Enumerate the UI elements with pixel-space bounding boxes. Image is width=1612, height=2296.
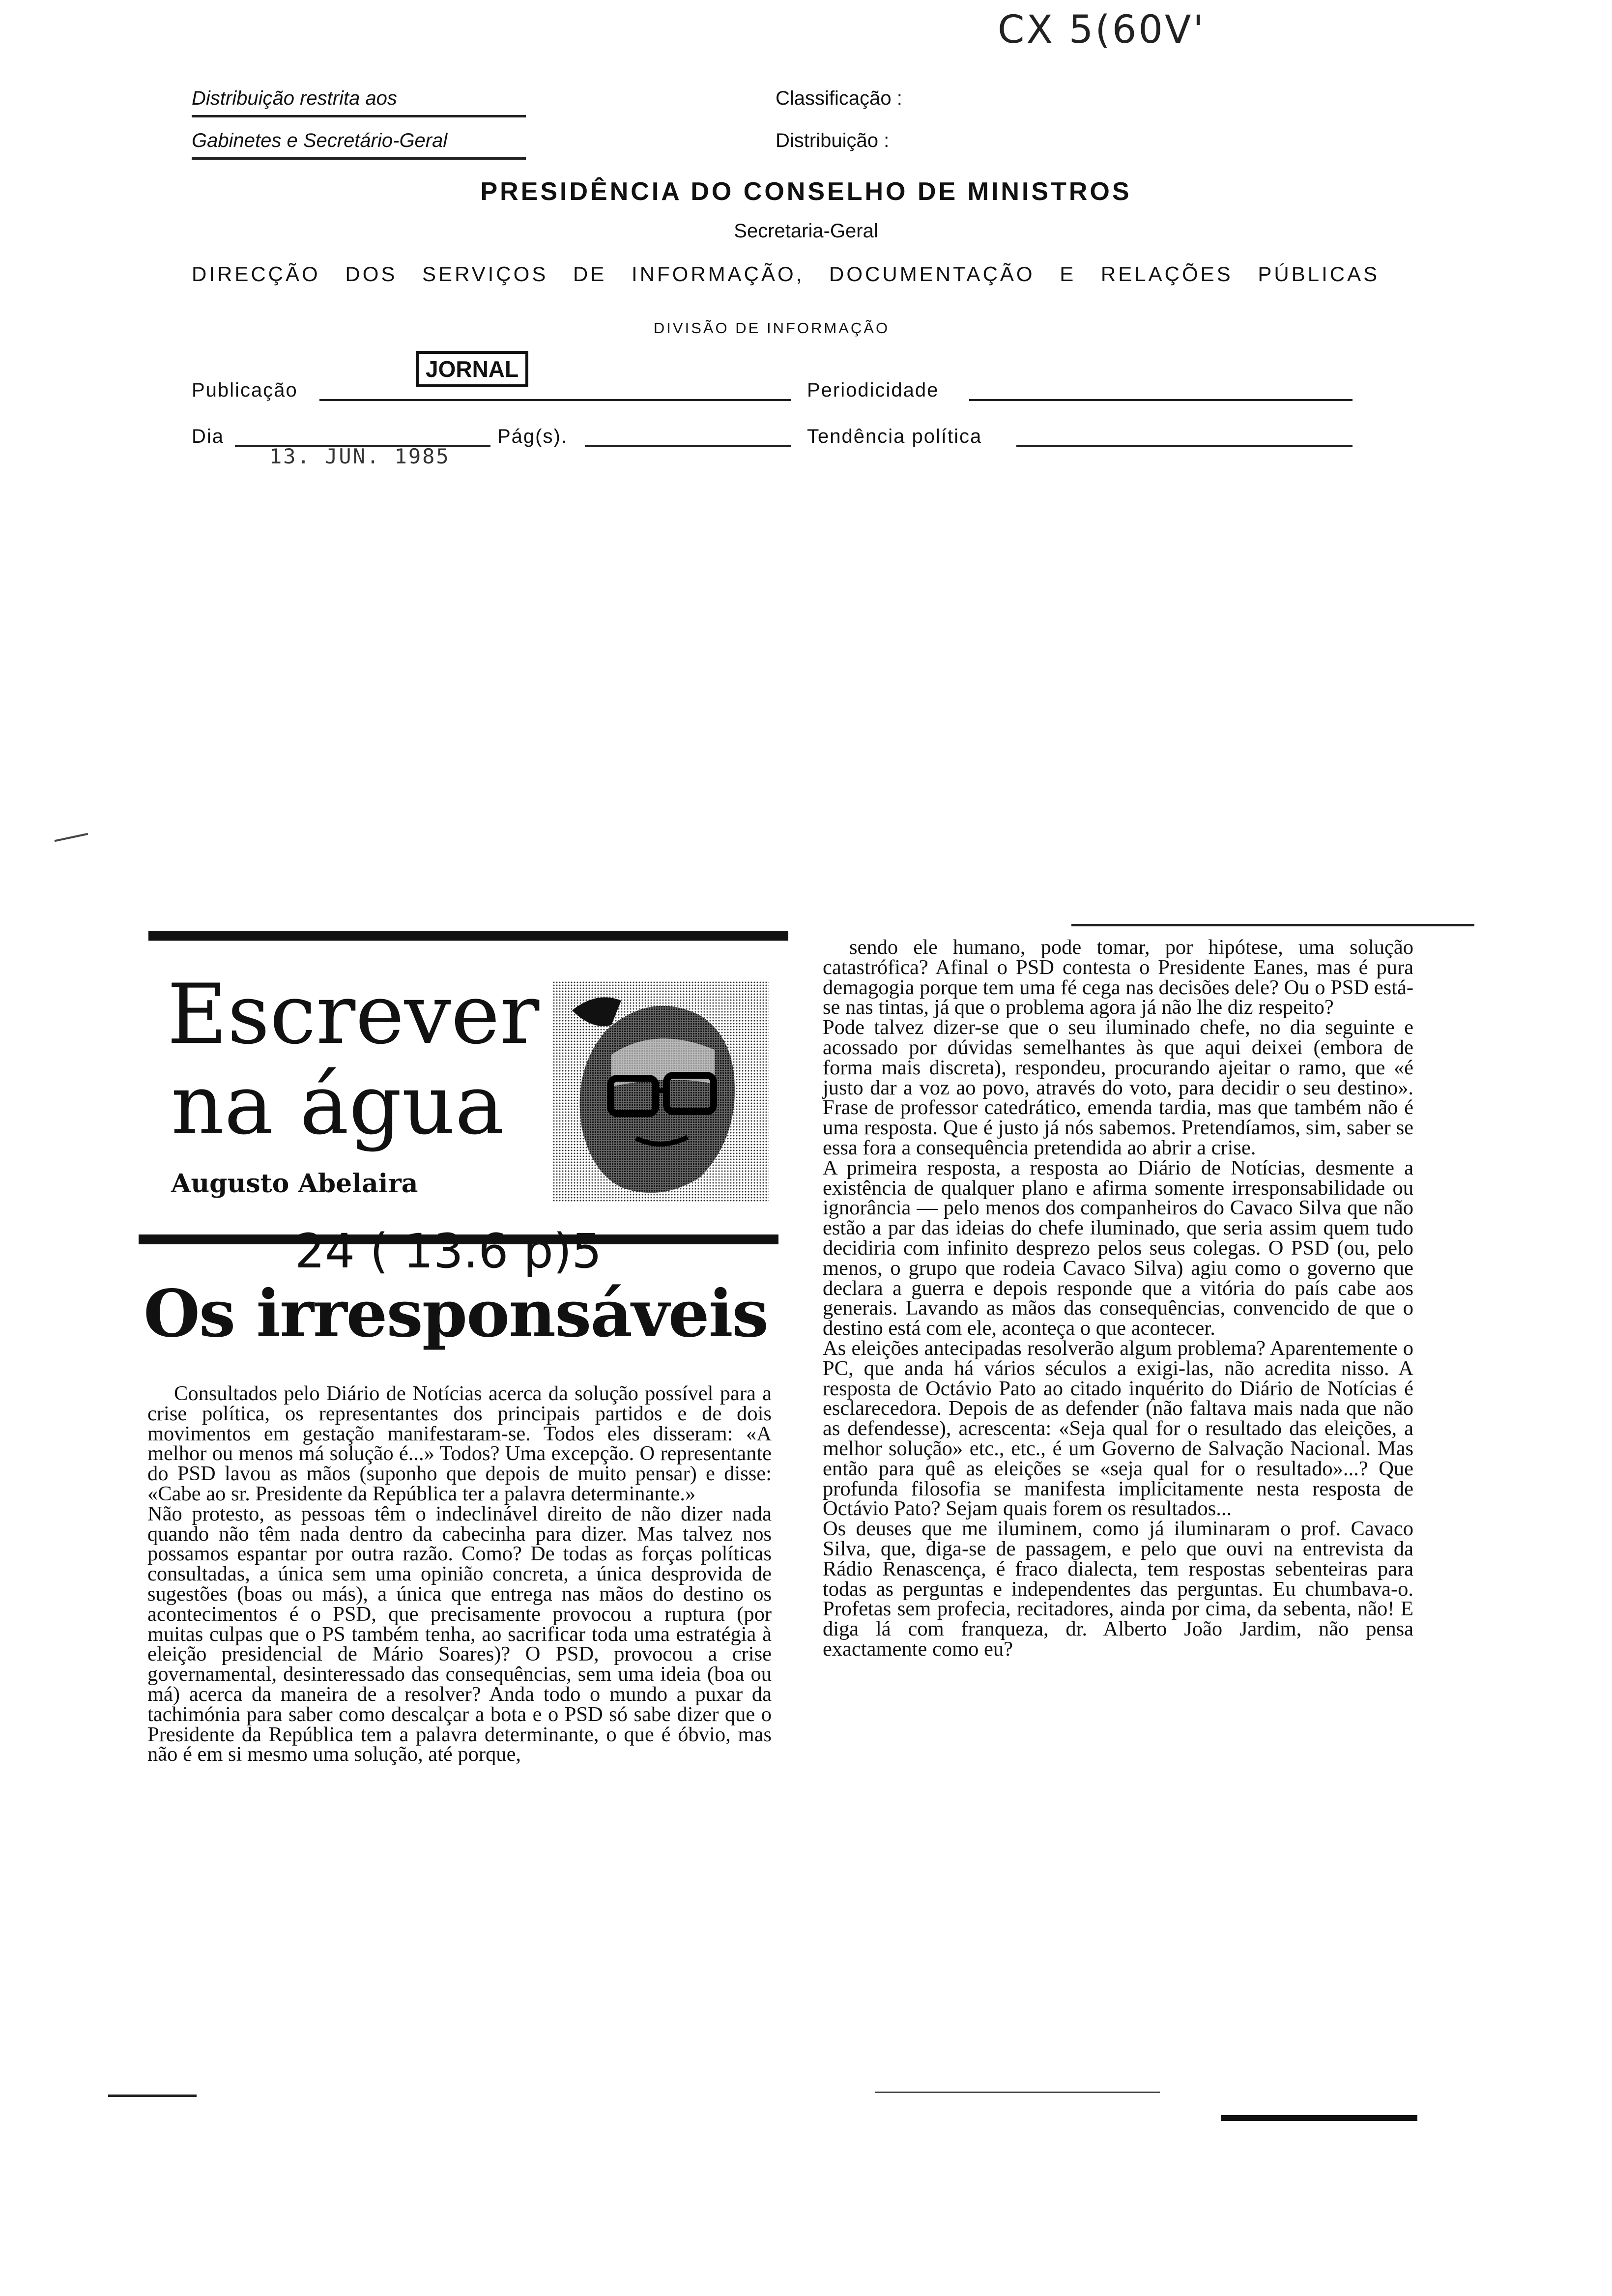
scan-mark <box>54 833 88 842</box>
header-rule <box>192 157 526 160</box>
headline: Os irresponsáveis <box>144 1276 768 1352</box>
article-left-column: Consultados pelo Diário de Notícias acerca da solução possível para a crise política, os representantes dos principais partidos e de dois movimentos em gestação manifestaram-se. Todos eles disseram: «A melhor ou menos má solução é...» Todos? Uma excepção. O representante do PSD lavou as mãos (suponho que depois de muito pensar) e disse: «Cabe ao sr. Presidente da República ter a palavra determinante.» Não protesto, as pessoas têm o indeclinável direito de não dizer nada quando não têm nada dentro da cabecinha para dizer. Mas talvez nos possamos espantar por outra razão. Como? De todas as forças políticas consultadas, a única sem uma opinião concreta, a única desprovida de sugestões (boas ou más), a única que entrega nas mãos do destino os acontecimentos é o PSD, que precisamente provocou a ruptura (por muitas culpas que o PS também tenha, ao sacrificar toda uma estratégia à eleição presidencial de Mário Soares)? O PSD, provocou a crise governamental, desinteressado das consequências, sem uma ideia (boa ou má) acerca da maneira de a resolver? Anda todo o mundo a puxar da tachimónia para saber como descalçar a bota e o PSD só sabe dizer que o Presidente da República tem a palavra determinante, o que é óbvio, mas não é em si mesmo uma solução, até porque, <box>147 1382 772 1766</box>
day-value: 13. JUN. 1985 <box>269 444 450 468</box>
tendency-label: Tendência política <box>807 426 982 447</box>
column-title-line2: na água <box>171 1057 504 1153</box>
publication-label: Publicação <box>192 379 298 401</box>
page-rule <box>875 2092 1160 2093</box>
handwritten-note: 24 ( 13.6 p)5 <box>295 1224 602 1279</box>
distribution-restriction-line1: Distribuição restrita aos <box>192 87 397 109</box>
day-label: Dia <box>192 426 225 447</box>
division-name: DIVISÃO DE INFORMAÇÃO <box>653 319 890 337</box>
header-rule <box>192 115 526 117</box>
distribution-restriction-line2: Gabinetes e Secretário-Geral <box>192 130 448 151</box>
classification-label: Classificação : <box>776 87 902 109</box>
periodicity-line <box>969 399 1353 401</box>
author-name: Augusto Abelaira <box>171 1169 418 1199</box>
author-photo <box>552 981 769 1202</box>
institution-title: PRESIDÊNCIA DO CONSELHO DE MINISTROS <box>480 177 1132 206</box>
department-name: DIRECÇÃO DOS SERVIÇOS DE INFORMAÇÃO, DOCUMENTAÇÃO E RELAÇÕES PÚBLICAS <box>192 262 1380 286</box>
publication-line <box>319 399 791 401</box>
column-header-bar <box>148 931 788 941</box>
page-rule <box>1221 2115 1417 2121</box>
pages-line <box>585 445 791 447</box>
pages-label: Pág(s). <box>497 426 568 447</box>
distribution-label: Distribuição : <box>776 130 890 151</box>
periodicity-label: Periodicidade <box>807 379 939 401</box>
column-title-line1: Escrever <box>167 966 540 1062</box>
publication-stamp: JORNAL <box>416 351 528 387</box>
article-right-column: sendo ele humano, pode tomar, por hipótese, uma solução catastrófica? Afinal o PSD contesta o Presidente Eanes, mas é pura demagogia porque tem uma fé cega nas decisões dele? Ou o PSD está-se nas tintas, já que o problema agora já não lhe diz respeito? Pode talvez dizer-se que o seu iluminado chefe, no dia seguinte e acossado por dúvidas semelhantes às que aqui deixei (embora de forma mais discreta), respondeu, procurando ajeitar o ramo, que «é justo dar a voz ao povo, através do voto, para decidir o seu destino». Frase de professor catedrático, emenda tardia, mas que também não é uma resposta. Que é justo já nós sabemos. Pretendíamos, sim, saber se essa fora a consequência pretendida ao abrir a crise. A primeira resposta, a resposta ao Diário de Notícias, desmente a existência de qualquer plano e afirma somente irresponsabilidade ou ignorância — pelo menos dos companheiros do Cavaco Silva que não estão a par das ideias do chefe iluminado, que seria assim quem tudo decidiria com infinito desprezo pelos seus colegas. O PSD (ou, pelo menos, o grupo que rodeia Cavaco Silva) agiu como o governo que declara a guerra e depois responde que a vitória do país cabe aos generais. Lavando as mãos das consequências, convencido de que o destino está com ele, aconteça o que acontecer. As eleições antecipadas resolverão algum problema? Aparentemente o PC, que anda há vários séculos a exigi-las, não acredita nisso. A resposta de Octávio Pato ao citado inquérito do Diário de Notícias é esclarecedora. Depois de as defender (não faltava mais nada que não as defendesse), acrescenta: «Seja qual for o resultado das eleições, a melhor solução» etc., etc., é um Governo de Salvação Nacional. Mas então para quê as eleições se «seja qual for o resultado»...? Que profunda filosofia se manifesta implicitamente nesta resposta de Octávio Pato? Sejam quais forem os resultados... Os deuses que me iluminem, como já iluminaram o prof. Cavaco Silva, que, diga-se de passagem, e pelo que ouvi na entrevista da Rádio Renascença, é fraco dialecta, tem respostas sebenteiras para todas as perguntas e independentes das perguntas. Eu chumbava-o. Profetas sem profecia, recitadores, ainda por cima, da sebenta, não! E diga lá com franqueza, dr. Alberto João Jardim, não pensa exactamente como eu? <box>823 936 1413 1661</box>
handwritten-reference: CX 5(60V' <box>998 8 1206 52</box>
page-rule <box>1071 924 1474 926</box>
tendency-line <box>1016 445 1353 447</box>
page-rule <box>108 2095 197 2097</box>
institution-subtitle: Secretaria-Geral <box>734 220 878 242</box>
